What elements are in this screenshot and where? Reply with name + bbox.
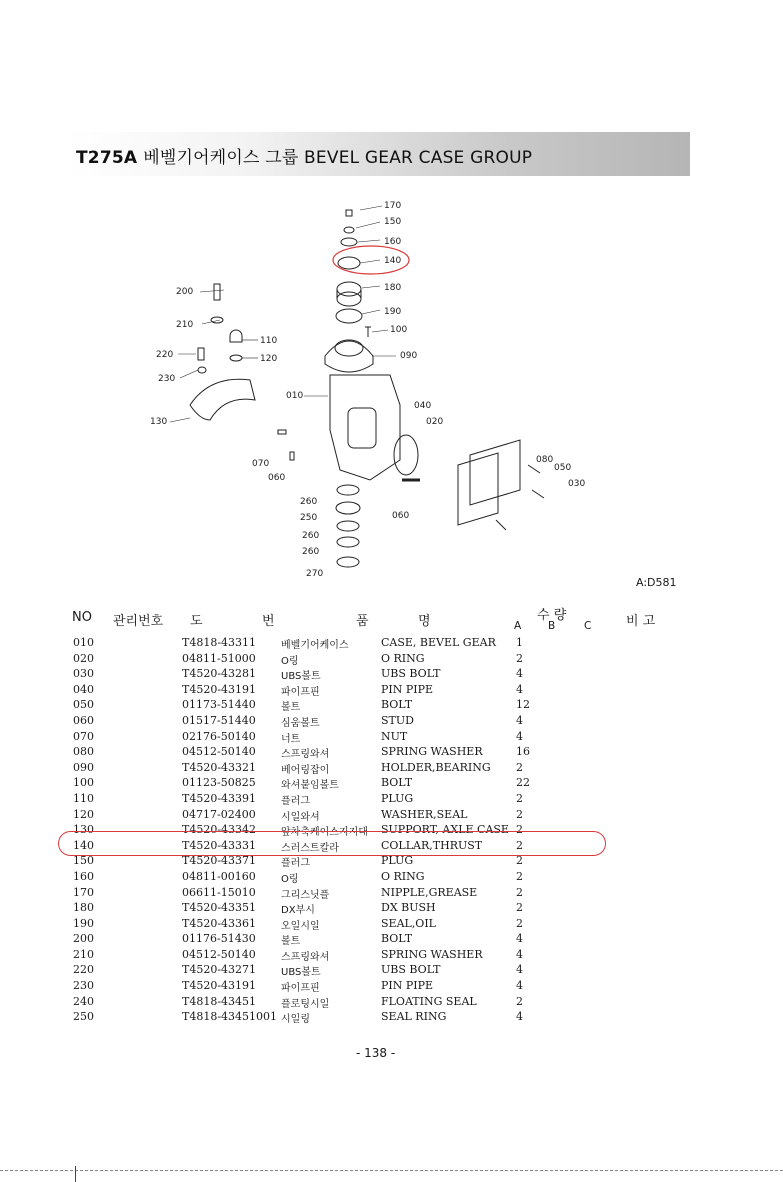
name-korean: 시일와셔 — [281, 811, 320, 823]
part-number: T4520-43351 — [182, 901, 257, 915]
table-row — [0, 652, 783, 668]
part-number: 04512-50140 — [182, 745, 256, 759]
table-row — [0, 683, 783, 699]
qty-a: 2 — [516, 901, 523, 915]
col-qty: 수 량 — [537, 608, 567, 623]
name-korean: 와셔붙임볼트 — [281, 780, 339, 792]
collar-140 — [338, 257, 360, 269]
qty-a: 2 — [516, 823, 523, 837]
qty-a: 2 — [516, 838, 523, 852]
name-english: HOLDER,BEARING — [381, 760, 491, 774]
name-korean: 베벨기어케이스 — [281, 640, 349, 651]
part-no-index: 100 — [73, 776, 94, 790]
callout: 200 — [176, 287, 194, 297]
callout: 030 — [568, 479, 586, 489]
highlight-row-140 — [58, 831, 606, 856]
table-row — [0, 745, 783, 761]
part-no-index: 060 — [73, 713, 94, 727]
col-no: NO — [72, 610, 92, 625]
part-number: T4520-43331 — [182, 838, 257, 852]
name-english: COLLAR,THRUST — [381, 838, 483, 852]
callout: 040 — [414, 401, 432, 411]
name-korean: UBS볼트 — [281, 967, 321, 979]
part-number: T4520-43371 — [182, 854, 257, 868]
callout: 050 — [554, 463, 572, 473]
table-row — [0, 808, 783, 824]
name-english: SPRING WASHER — [381, 947, 483, 961]
callout: 130 — [150, 417, 168, 427]
o-ring-020 — [394, 435, 418, 475]
name-english: NIPPLE,GREASE — [381, 885, 478, 899]
name-english: DX BUSH — [381, 901, 436, 915]
qty-a: 4 — [516, 682, 523, 696]
exploded-parts-diagram — [140, 190, 600, 590]
callout: 060 — [392, 511, 410, 521]
part-number: 06611-15010 — [182, 885, 256, 899]
name-english: PLUG — [381, 854, 414, 868]
name-english: BOLT — [381, 932, 413, 946]
name-english: O RING — [381, 869, 425, 883]
part-number: 04717-02400 — [182, 807, 256, 821]
name-korean: UBS볼트 — [281, 671, 321, 683]
col-name-1: 품 — [356, 614, 369, 629]
name-english: BOLT — [381, 698, 413, 712]
o-ring-160 — [341, 238, 357, 246]
footer-rule — [0, 1170, 783, 1171]
table-row — [0, 886, 783, 902]
name-english: WASHER,SEAL — [381, 807, 468, 821]
name-korean: 플로팅시일 — [281, 998, 330, 1010]
part-number: 01517-51440 — [182, 713, 256, 727]
table-row — [0, 948, 783, 964]
qty-a: 4 — [516, 932, 523, 946]
name-korean: 그리스닛플 — [281, 889, 330, 901]
plug-150 — [344, 227, 354, 233]
callout: 100 — [390, 325, 408, 335]
plug-110 — [230, 330, 242, 342]
name-english: CASE, BEVEL GEAR — [381, 636, 496, 649]
part-number: T4520-43342 — [182, 823, 257, 837]
part-no-index: 200 — [73, 932, 94, 946]
part-no-index: 070 — [73, 729, 94, 743]
callout: 090 — [400, 351, 418, 361]
name-korean: 파이프핀 — [281, 983, 320, 995]
part-number: 04512-50140 — [182, 947, 256, 961]
part-number: T4818-43451 — [182, 994, 257, 1008]
part-no-index: 240 — [73, 994, 94, 1008]
part-number: 02176-50140 — [182, 729, 256, 743]
part-number: 04811-00160 — [182, 869, 256, 883]
table-row — [0, 932, 783, 948]
qty-a: 4 — [516, 963, 523, 977]
part-no-index: 020 — [73, 651, 94, 665]
name-korean: 플러그 — [281, 858, 310, 870]
part-no-index: 220 — [73, 963, 94, 977]
callout: 260 — [300, 497, 318, 507]
callout: 230 — [158, 374, 176, 384]
col-name-2: 명 — [418, 614, 431, 629]
table-row — [0, 854, 783, 870]
name-english: STUD — [381, 713, 414, 727]
table-row — [0, 792, 783, 808]
callout: 060 — [268, 473, 286, 483]
name-english: UBS BOLT — [381, 963, 441, 977]
group-title: 베벨기어케이스 그룹 BEVEL GEAR CASE GROUP — [143, 148, 533, 168]
table-row — [0, 963, 783, 979]
callout: 110 — [260, 336, 278, 346]
gear-case-010 — [330, 375, 400, 480]
callout: 020 — [426, 417, 444, 427]
name-english: PIN PIPE — [381, 682, 434, 696]
bolt-100 — [365, 327, 371, 337]
part-no-index: 250 — [73, 1010, 94, 1024]
page-number: - 138 - — [356, 1046, 396, 1060]
name-korean: 심움볼트 — [281, 717, 320, 729]
name-english: O RING — [381, 651, 425, 665]
col-remarks: 비 고 — [626, 614, 656, 629]
table-row — [0, 979, 783, 995]
callout: 010 — [286, 391, 304, 401]
diagram-code: A:D581 — [636, 576, 677, 589]
part-number: T4520-43281 — [182, 667, 257, 681]
cover-plate — [458, 453, 498, 525]
qty-a: 4 — [516, 979, 523, 993]
callout: 210 — [176, 320, 194, 330]
qty-a: 4 — [516, 1010, 523, 1024]
name-english: NUT — [381, 729, 408, 743]
name-korean: 볼트 — [281, 702, 301, 714]
table-row — [0, 870, 783, 886]
name-korean: 오일시일 — [281, 920, 320, 932]
name-english: SEAL,OIL — [381, 916, 436, 930]
col-drawing-2: 번 — [262, 614, 275, 629]
table-row — [0, 761, 783, 777]
qty-a: 2 — [516, 807, 523, 821]
footer-tick — [75, 1166, 76, 1182]
table-row — [0, 917, 783, 933]
name-korean: O링 — [281, 655, 299, 667]
part-number: T4818-43451001 — [182, 1010, 278, 1024]
part-number: T4520-43191 — [182, 682, 257, 696]
qty-a: 4 — [516, 947, 523, 961]
callout: 170 — [384, 201, 402, 211]
name-korean: O링 — [281, 873, 299, 885]
name-korean: 스프링와셔 — [281, 749, 330, 761]
part-no-index: 180 — [73, 901, 94, 915]
qty-a: 2 — [516, 869, 523, 883]
name-english: FLOATING SEAL — [381, 994, 477, 1008]
table-row — [0, 1010, 783, 1026]
dx-bush-180 — [337, 292, 361, 306]
callout: 220 — [156, 350, 174, 360]
callout: 260 — [302, 531, 320, 541]
part-no-index: 040 — [73, 682, 94, 696]
bolt-200 — [214, 284, 220, 300]
part-no-index: 190 — [73, 916, 94, 930]
callout: 070 — [252, 459, 270, 469]
name-english: BOLT — [381, 776, 413, 790]
col-drawing-1: 도 — [190, 614, 203, 629]
group-code: T275A — [76, 148, 138, 168]
name-korean: 너트 — [281, 733, 301, 745]
table-row — [0, 714, 783, 730]
part-no-index: 210 — [73, 947, 94, 961]
callout: 160 — [384, 237, 402, 247]
table-row — [0, 636, 783, 652]
part-number: T4520-43191 — [182, 979, 257, 993]
callout: 270 — [306, 569, 324, 579]
part-no-index: 090 — [73, 760, 94, 774]
name-english: PIN PIPE — [381, 979, 434, 993]
page-title — [76, 143, 532, 168]
part-number: T4520-43391 — [182, 791, 257, 805]
name-english: PLUG — [381, 791, 414, 805]
part-no-index: 110 — [73, 791, 94, 805]
part-number: T4520-43321 — [182, 760, 257, 774]
name-korean: 시일링 — [281, 1014, 310, 1026]
oil-seal-190 — [336, 309, 362, 323]
col-mgmt: 관리번호 — [113, 614, 164, 629]
col-qty-a: A — [514, 620, 522, 632]
qty-a: 4 — [516, 713, 523, 727]
table-row — [0, 730, 783, 746]
table-row — [0, 667, 783, 683]
qty-a: 2 — [516, 994, 523, 1008]
qty-a: 1 — [516, 636, 523, 649]
name-english: SPRING WASHER — [381, 745, 483, 759]
callout: 080 — [536, 455, 554, 465]
name-korean: 볼트 — [281, 936, 301, 948]
callout: 140 — [384, 256, 402, 266]
part-no-index: 230 — [73, 979, 94, 993]
qty-a: 12 — [516, 698, 530, 712]
name-english: SEAL RING — [381, 1010, 447, 1024]
name-korean: 베어링잡이 — [281, 764, 330, 776]
callout: 120 — [260, 354, 278, 364]
callout: 190 — [384, 307, 402, 317]
table-row — [0, 995, 783, 1011]
part-no-index: 120 — [73, 807, 94, 821]
part-number: T4520-43361 — [182, 916, 257, 930]
grease-nipple-170 — [346, 210, 352, 216]
qty-a: 2 — [516, 760, 523, 774]
name-korean: 스프링와셔 — [281, 951, 330, 963]
part-number: 04811-51000 — [182, 651, 256, 665]
callout: 260 — [302, 547, 320, 557]
part-number: 01173-51440 — [182, 698, 256, 712]
part-number: 01123-50825 — [182, 776, 256, 790]
name-english: UBS BOLT — [381, 667, 441, 681]
part-no-index: 080 — [73, 745, 94, 759]
col-qty-c: C — [584, 620, 592, 632]
part-no-index: 130 — [73, 823, 94, 837]
qty-a: 2 — [516, 916, 523, 930]
part-no-index: 150 — [73, 854, 94, 868]
col-qty-b: B — [548, 620, 556, 632]
name-korean: 스러스트칼라 — [281, 842, 339, 854]
part-no-index: 160 — [73, 869, 94, 883]
qty-a: 4 — [516, 667, 523, 681]
qty-a: 4 — [516, 729, 523, 743]
part-number: T4520-43271 — [182, 963, 257, 977]
qty-a: 2 — [516, 791, 523, 805]
name-korean: 앞차축케이스지지대 — [281, 827, 368, 839]
qty-a: 2 — [516, 651, 523, 665]
callout: 150 — [384, 217, 402, 227]
part-no-index: 050 — [73, 698, 94, 712]
axle-support-130 — [190, 379, 255, 420]
table-row — [0, 698, 783, 714]
name-english: SUPPORT, AXLE CASE — [381, 823, 509, 837]
part-number: 01176-51430 — [182, 932, 256, 946]
part-number: T4818-43311 — [182, 636, 257, 649]
qty-a: 2 — [516, 854, 523, 868]
part-no-index: 140 — [73, 838, 94, 852]
qty-a: 16 — [516, 745, 530, 759]
callout: 180 — [384, 283, 402, 293]
name-korean: 플러그 — [281, 795, 310, 807]
part-no-index: 170 — [73, 885, 94, 899]
name-korean: DX부시 — [281, 905, 315, 917]
qty-a: 2 — [516, 885, 523, 899]
part-no-index: 010 — [73, 636, 94, 649]
qty-a: 22 — [516, 776, 530, 790]
table-row — [0, 776, 783, 792]
part-no-index: 030 — [73, 667, 94, 681]
table-row — [0, 901, 783, 917]
name-korean: 파이프핀 — [281, 686, 320, 698]
callout: 250 — [300, 513, 318, 523]
